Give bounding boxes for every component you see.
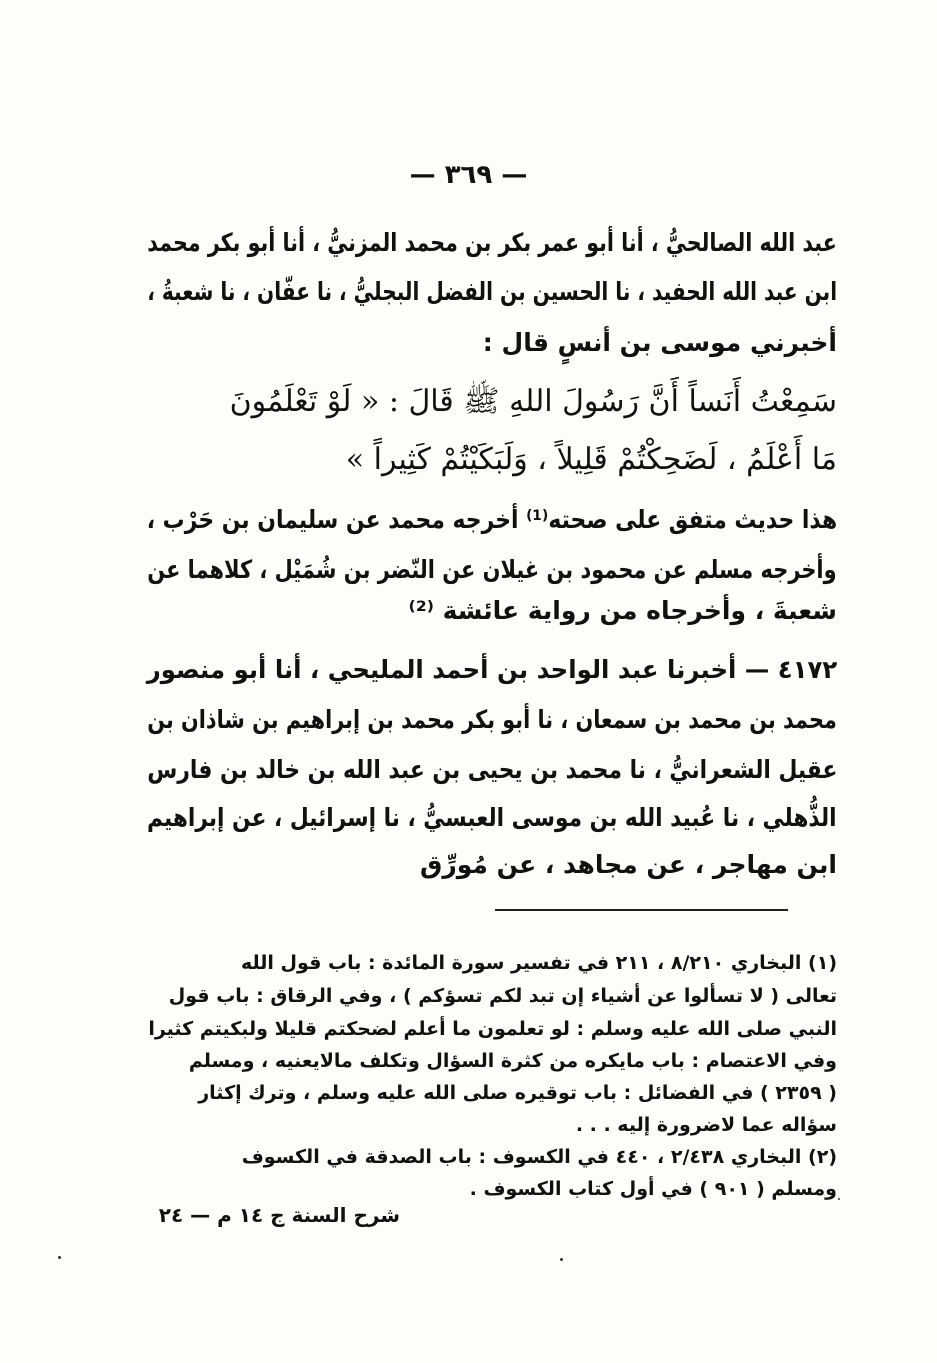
footnote-line-1: (١) البخاري ٨/٢١٠ ، ٢١١ في تفسير سورة المائدة : باب قول الله — [241, 952, 837, 974]
narration-line-1: ٤١٧٢ — أخبرنا عبد الواحد بن أحمد المليحي ، أنا أبو منصور — [146, 655, 837, 684]
commentary-line-2: وأخرجه مسلم عن محمود بن غيلان عن النّضر بن شُمَيْل ، كلاهما عن — [147, 555, 837, 584]
footnote-line-7: (٢) البخاري ٢/٤٣٨ ، ٤٤٠ في الكسوف : باب الصدقة في الكسوف — [241, 1146, 837, 1168]
narration-line-2: محمد بن محمد بن سمعان ، نا أبو بكر محمد بن إبراهيم بن شاذان بن — [147, 705, 837, 734]
body-line-2: ابن عبد الله الحفيد ، نا الحسين بن الفضل البجليُّ ، نا عفّان ، نا شعبةُ ، — [147, 277, 837, 306]
hadith-line-1: سَمِعْتُ أَنَساً أَنَّ رَسُولَ اللهِ ﷺ قَالَ : « لَوْ تَعْلَمُونَ — [229, 384, 837, 419]
scan-speck — [58, 1256, 61, 1259]
footnote-line-8: ومسلم ( ٩٠١ ) في أول كتاب الكسوف . — [469, 1178, 837, 1200]
footnote-line-2: تعالى ( لا تسألوا عن أشياء إن تبد لكم تسؤكم ) ، وفي الرقاق : باب قول — [168, 985, 837, 1007]
printer-signature: شرح السنة ج ١٤ م — ٢٤ — [158, 1203, 400, 1227]
hadith-line-2: مَا أَعْلَمُ ، لَضَحِكْتُمْ قَلِيلاً ، وَلَبَكَيْتُمْ كَثِيراً » — [345, 442, 837, 477]
page-number: — ٣٦٩ — — [409, 160, 528, 190]
footnote-line-5: ( ٢٣٥٩ ) في الفضائل : باب توقيره صلى الله عليه وسلم ، وترك إكثار — [198, 1082, 837, 1104]
footnote-divider — [495, 909, 788, 911]
footnote-line-6: سؤاله عما لاضرورة إليه . . . — [575, 1114, 837, 1136]
scan-speck — [560, 1258, 563, 1261]
narration-line-5: ابن مهاجر ، عن مجاهد ، عن مُورِّق — [419, 850, 837, 879]
narration-line-3: عقيل الشعرانيُّ ، نا محمد بن يحيى بن عبد الله بن خالد بن فارس — [146, 755, 837, 784]
footnote-line-3: النبي صلى الله عليه وسلم : لو تعلمون ما أعلم لضحكتم قليلا ولبكيتم كثيرا — [148, 1018, 837, 1040]
narration-line-4: الذُّهلي ، نا عُبيد الله بن موسى العبسيُّ ، نا إسرائيل ، عن إبراهيم — [147, 803, 837, 832]
commentary-line-1: هذا حديث متفق على صحته⁽¹⁾ أخرجه محمد عن سليمان بن حَرْب ، — [146, 505, 837, 534]
body-line-1: عبد الله الصالحيُّ ، أنا أبو عمر بكر بن محمد المزنيُّ ، أنا أبو بكر محمد — [147, 228, 837, 257]
body-line-3: أخبرني موسى بن أنسٍ قال : — [482, 328, 837, 357]
scan-speck — [838, 1198, 840, 1200]
footnote-line-4: وفي الاعتصام : باب مايكره من كثرة السؤال وتكلف مالايعنيه ، ومسلم — [188, 1050, 837, 1072]
commentary-line-3: شعبةَ ، وأخرجاه من رواية عائشة ⁽²⁾ — [408, 596, 837, 625]
